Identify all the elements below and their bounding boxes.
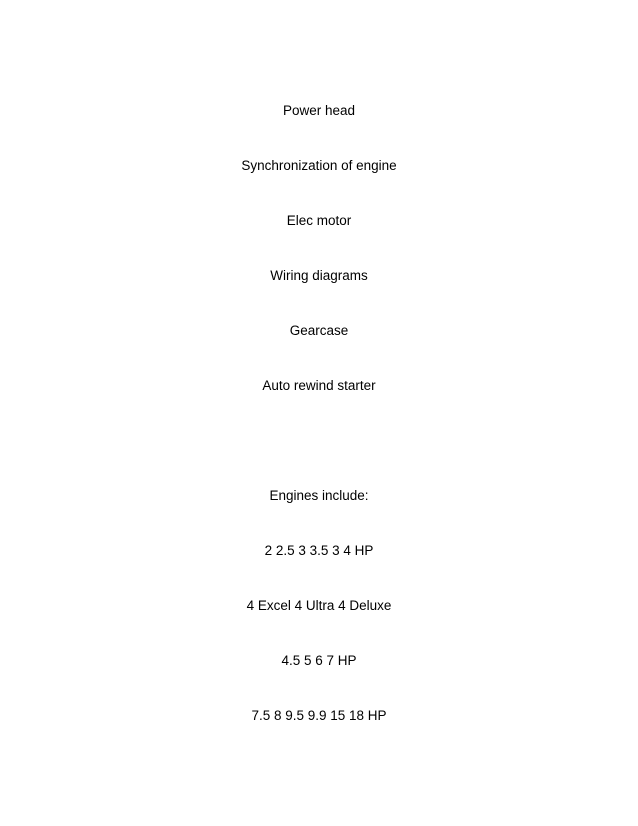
engines-heading: Engines include: bbox=[269, 488, 369, 503]
engine-line: 7.5 8 9.5 9.9 15 18 HP bbox=[251, 708, 387, 723]
topic-elec-motor: Elec motor bbox=[286, 213, 352, 228]
engine-line: 2 2.5 3 3.5 3 4 HP bbox=[264, 543, 374, 558]
topic-gearcase: Gearcase bbox=[289, 323, 349, 338]
engine-line: 4.5 5 6 7 HP bbox=[281, 653, 357, 668]
topic-synchronization: Synchronization of engine bbox=[241, 158, 397, 173]
topic-wiring-diagrams: Wiring diagrams bbox=[270, 268, 368, 283]
topic-auto-rewind-starter: Auto rewind starter bbox=[262, 378, 376, 393]
engine-line: 4 Excel 4 Ultra 4 Deluxe bbox=[246, 598, 392, 613]
topic-power-head: Power head bbox=[282, 103, 356, 118]
